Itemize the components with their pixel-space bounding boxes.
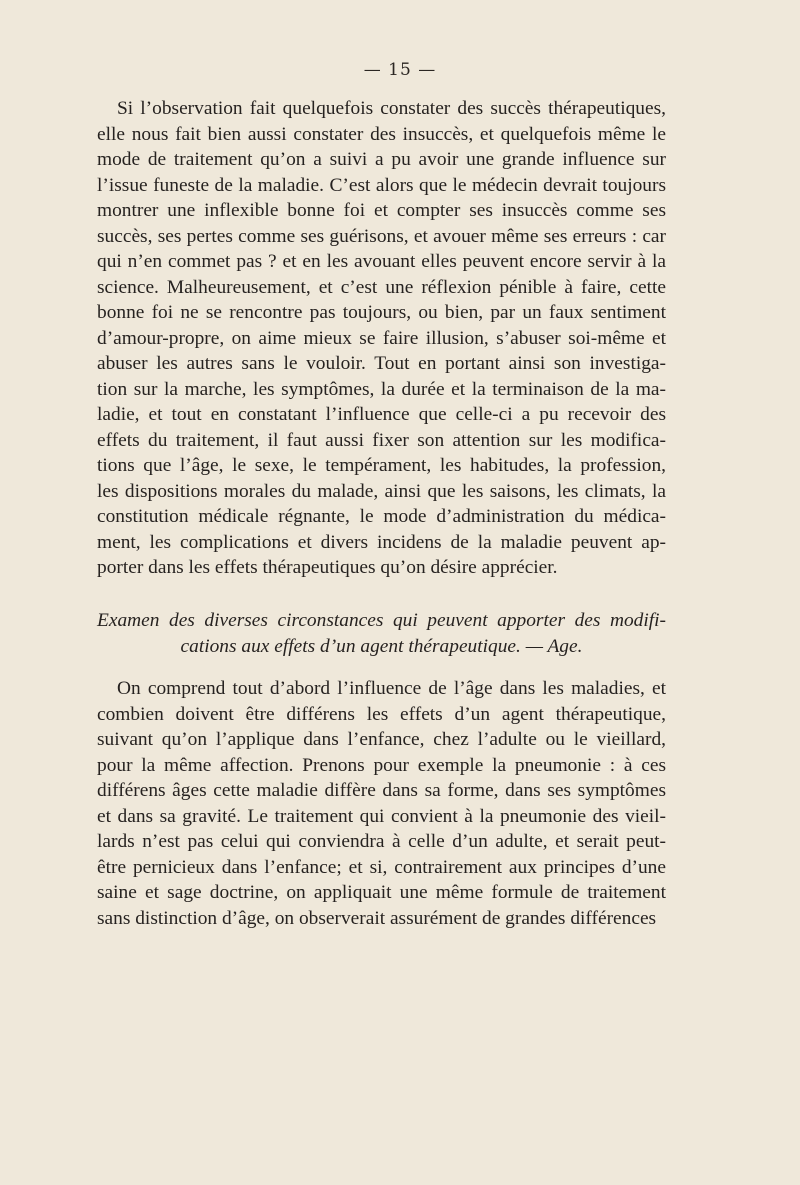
text-line: tion sur la marche, les symptômes, la durée et la terminaison de la ma- — [97, 378, 666, 400]
text-line: saine et sage doctrine, on appliquait une même formule de traitement — [97, 882, 666, 903]
text-line: elle nous fait bien aussi constater des insuccès, et quelquefois même le — [97, 123, 666, 145]
text-line: tions que l’âge, le sexe, le tempérament, les habitudes, la profession, — [97, 455, 666, 476]
text-line: constitution médicale régnante, le mode d’administration du médica- — [97, 506, 666, 527]
text-line: ladie, et tout en constatant l’influence que celle-ci a pu recevoir des — [97, 404, 666, 425]
text-line: bonne foi ne se rencontre pas toujours, ou bien, par un faux sentiment — [97, 302, 666, 323]
text-line: ment, les complications et divers incidens de la maladie peuvent ap- — [97, 531, 666, 553]
text-line: suivant qu’on l’applique dans l’enfance, chez l’adulte ou le vieillard, — [97, 729, 666, 750]
text-line: science. Malheureusement, et c’est une réflexion pénible à faire, cette — [97, 276, 666, 298]
text-line: effets du traitement, il faut aussi fixer son attention sur les modifica- — [97, 429, 666, 451]
text-line: montrer une inflexible bonne foi et compter ses insuccès comme ses — [97, 200, 666, 221]
text-line: On comprend tout d’abord l’influence de l’âge dans les maladies, et — [117, 678, 666, 699]
text-line: Si l’observation fait quelquefois constater des succès thérapeutiques, — [117, 98, 666, 119]
text-line: succès, ses pertes comme ses guérisons, et avouer même ses erreurs : car — [97, 225, 666, 247]
text-line: les dispositions morales du malade, ainsi que les saisons, les climats, la — [97, 480, 666, 502]
text-line: l’issue funeste de la maladie. C’est alors que le médecin devrait toujours — [97, 174, 666, 196]
section-heading-line-1: Examen des diverses circonstances qui peuvent apporter des modifi- — [97, 610, 666, 631]
text-line: différens âges cette maladie diffère dans sa forme, dans ses symptômes — [97, 780, 666, 801]
text-line: être pernicieux dans l’enfance; et si, contrairement aux principes d’une — [97, 856, 666, 878]
text-line: combien doivent être différens les effets d’un agent thérapeutique, — [97, 703, 666, 725]
paragraph-observation — [97, 96, 666, 581]
text-line: porter dans les effets thérapeutiques qu’on désire apprécier. — [97, 557, 558, 578]
text-line: mode de traitement qu’on a suivi a pu avoir une grande influence sur — [97, 149, 666, 170]
paragraph-age — [97, 676, 666, 931]
text-line: qui n’en commet pas ? et en les avouant elles peuvent encore servir à la — [97, 251, 666, 272]
page-number: — 15 — — [363, 60, 437, 80]
text-line: sans distinction d’âge, on observerait assurément de grandes différences — [97, 907, 657, 929]
text-line: abuser les autres sans le vouloir. Tout en portant ainsi son investiga- — [97, 353, 666, 374]
text-line: pour la même affection. Prenons pour exemple la pneumonie : à ces — [97, 754, 666, 776]
text-line: et dans sa gravité. Le traitement qui convient à la pneumonie des vieil- — [97, 805, 666, 827]
section-heading — [97, 608, 666, 660]
text-line: lards n’est pas celui qui conviendra à celle d’un adulte, et serait peut- — [97, 831, 666, 852]
text-line: d’amour-propre, on aime mieux se faire illusion, s’abuser soi-même et — [97, 327, 666, 349]
section-heading-line-2: cations aux effets d’un agent thérapeutique. — Age. — [180, 636, 583, 657]
